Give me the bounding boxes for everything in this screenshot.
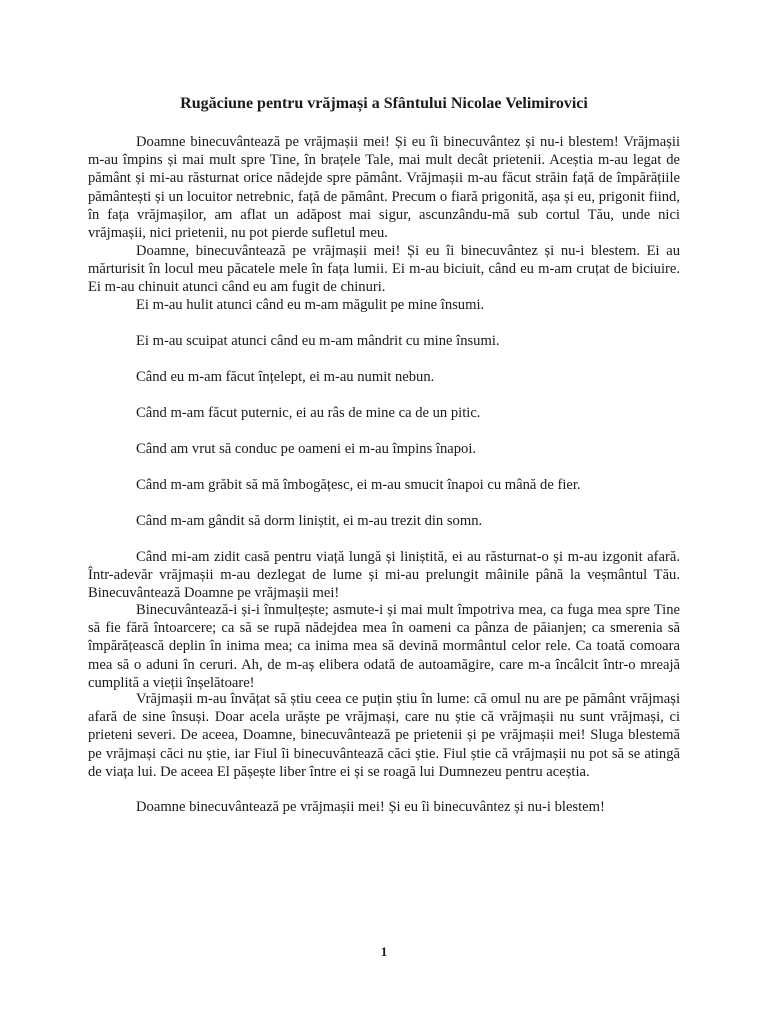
paragraph-10: Când mi-am zidit casă pentru viață lungă și liniștită, ei au răsturnat-o și m-au izgonit afară. Într-adevăr vrăjmașii m-au dezlegat de lume și mi-au prelungit mâinile până la veșmântul Tău. Binecuvântează Doamne pe vrăjmașii mei!: [88, 549, 680, 602]
paragraph-2: Doamne, binecuvântează pe vrăjmașii mei! Și eu îi binecuvântez și nu-i blestem. Ei au mărturisit în locul meu păcatele mele în fața lumii. Ei m-au biciuit, când eu m-am cruțat de biciuire. Ei m-au chinuit atunci când eu am fugit de chinuri.: [88, 243, 680, 296]
paragraph-7: Când am vrut să conduc pe oameni ei m-au împins înapoi.: [136, 441, 477, 457]
paragraph-5: Când eu m-am făcut înțelept, ei m-au numit nebun.: [136, 369, 435, 385]
document-title: Rugăciune pentru vrăjmași a Sfântului Nicolae Velimirovici: [180, 95, 588, 112]
paragraph-12: Vrăjmașii m-au învățat să știu ceea ce puțin știu în lume: că omul nu are pe pământ vrăjmași afară de sine însuși. Doar acela urăște pe vrăjmași, care nu știe că vrăjmașii nu sunt vrăjmași, ci prieteni severi. De aceea, Doamne, binecuvântează pe prietenii și pe vrăjmașii mei! Sluga blestemă pe vrăjmași căci nu știe, iar Fiul îi binecuvântează căci știe. Fiul știe că vrăjmașii nu pot să se atingă de viața lui. De aceea El pășește liber între ei și se roagă lui Dumnezeu pentru aceștia.: [88, 691, 680, 780]
paragraph-4: Ei m-au scuipat atunci când eu m-am mândrit cu mine însumi.: [136, 333, 500, 349]
paragraph-11: Binecuvântează-i și-i înmulțește; asmute-i și mai mult împotriva mea, ca fuga mea spre Tine să fie fără întoarcere; ca să se rupă nădejdea mea în oameni ca pânza de păianjen; ca smerenia să împărățească deplin în inima mea; ca inima mea să devină mormântul celor rele. Ca toată comoara mea să o aduni în ceruri. Ah, de m-aș elibera odată de autoamăgire, care m-a încâlcit într-o mreajă cumplită a vieții înșelătoare!: [88, 602, 680, 691]
page-number: 1: [380, 944, 388, 959]
paragraph-13: Doamne binecuvântează pe vrăjmașii mei! Și eu îi binecuvântez și nu-i blestem!: [136, 799, 605, 815]
paragraph-6: Când m-am făcut puternic, ei au râs de mine ca de un pitic.: [136, 405, 481, 421]
paragraph-8: Când m-am grăbit să mă îmbogățesc, ei m-au smucit înapoi cu mână de fier.: [136, 477, 581, 493]
paragraph-3: Ei m-au hulit atunci când eu m-am măgulit pe mine însumi.: [136, 297, 485, 313]
paragraph-9: Când m-am gândit să dorm liniștit, ei m-au trezit din somn.: [136, 513, 483, 529]
paragraph-1: Doamne binecuvântează pe vrăjmașii mei! Și eu îi binecuvântez și nu-i blestem! Vrăjmașii m-au împins și mai mult spre Tine, în brațele Tale, mai mult decât prietenii. Aceștia m-au legat de pământ și mi-au răsturnat orice nădejde spre pământ. Vrăjmașii m-au făcut străin față de împărățiile pământești și un locuitor netrebnic, față de pământ. Precum o fiară prigonită, așa și eu, prigonit fiind, în fața vrăjmașilor, am aflat un adăpost mai sigur, ascunzându-mă sub cortul Tău, unde nici vrăjmașii, nici prietenii, nu pot pierde sufletul meu.: [88, 134, 680, 242]
